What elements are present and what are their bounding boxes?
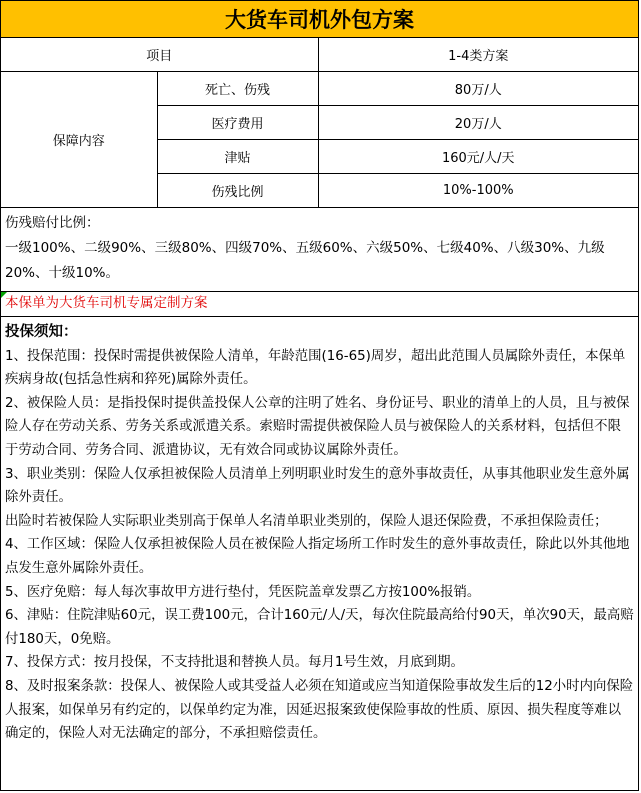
cell-comment-marker-icon [1, 292, 7, 298]
table-row [1, 72, 638, 106]
notes-heading: 投保须知： [5, 324, 78, 340]
policy-notes [1, 317, 638, 746]
row-label: 津贴 [157, 140, 318, 174]
row-label: 医疗费用 [157, 106, 318, 140]
note-item: 2、被保险人员：是指投保时提供盖投保人公章的注明了姓名、身份证号、职业的清单上的人员，且与被保险人存在劳动关系、劳务关系或派遣关系。索赔时需提供被保险人员与被保险人的关系材料，包括但不限于劳动合同、劳务合同、派遣协议，无有效合同或协议属除外责任。 [5, 395, 630, 458]
note-item: 3、职业类别：保险人仅承担被保险人员清单上列明职业时发生的意外事故责任，从事其他职业发生意外属除外责任。 [5, 466, 630, 506]
header-plan: 1-4类方案 [318, 38, 638, 72]
note-item: 1、投保范围：投保时需提供被保险人清单，年龄范围(16-65)周岁，超出此范围人员属除外责任，本保单疾病身故(包括急性病和猝死)属除外责任。 [5, 348, 626, 388]
row-label: 伤残比例 [157, 174, 318, 208]
note-item: 7、投保方式：按月投保，不支持批退和替换人员。每月1号生效，月底到期。 [5, 655, 464, 671]
disability-ratio-section [1, 208, 638, 292]
table-header-row [1, 38, 638, 72]
exclusive-note [1, 292, 638, 317]
note-item: 出险时若被保险人实际职业类别高于保单人名清单职业类别的，保险人退还保险费，不承担保险责任； [5, 513, 608, 529]
page-title: 大货车司机外包方案 [1, 1, 638, 38]
exclusive-note-text: 本保单为大货车司机专属定制方案 [5, 295, 208, 311]
row-value: 20万/人 [318, 106, 638, 140]
disability-ratio-heading: 伤残赔付比例： [5, 215, 100, 231]
row-label: 死亡、伤残 [157, 72, 318, 106]
disability-ratio-text: 一级100%、二级90%、三级80%、四级70%、五级60%、六级50%、七级40%、八级30%、九级20%、十级10%。 [5, 240, 605, 281]
coverage-table [1, 38, 638, 208]
header-item: 项目 [1, 38, 318, 72]
note-item: 4、工作区域：保险人仅承担被保险人员在被保险人指定场所工作时发生的意外事故责任，除此以外其他地点发生意外属除外责任。 [5, 537, 630, 576]
row-value: 10%-100% [318, 174, 638, 208]
note-item: 6、津贴：住院津贴60元，误工费100元，合计160元/人/天，每次住院最高给付90天，单次90天，最高赔付180天，0免赔。 [5, 608, 634, 647]
coverage-group-label: 保障内容 [1, 72, 157, 208]
row-value: 80万/人 [318, 72, 638, 106]
note-item: 8、及时报案条款：投保人、被保险人或其受益人必须在知道或应当知道保险事故发生后的12小时内向保险人报案，如保单另有约定的，以保单约定为准，因延迟报案致使保险事故的性质、原因、损失程度等难以确定的，保险人对无法确定的部分，不承担赔偿责任。 [5, 678, 634, 742]
row-value: 160元/人/天 [318, 140, 638, 174]
note-item: 5、医疗免赔：每人每次事故甲方进行垫付，凭医院盖章发票乙方按100%报销。 [5, 584, 481, 600]
